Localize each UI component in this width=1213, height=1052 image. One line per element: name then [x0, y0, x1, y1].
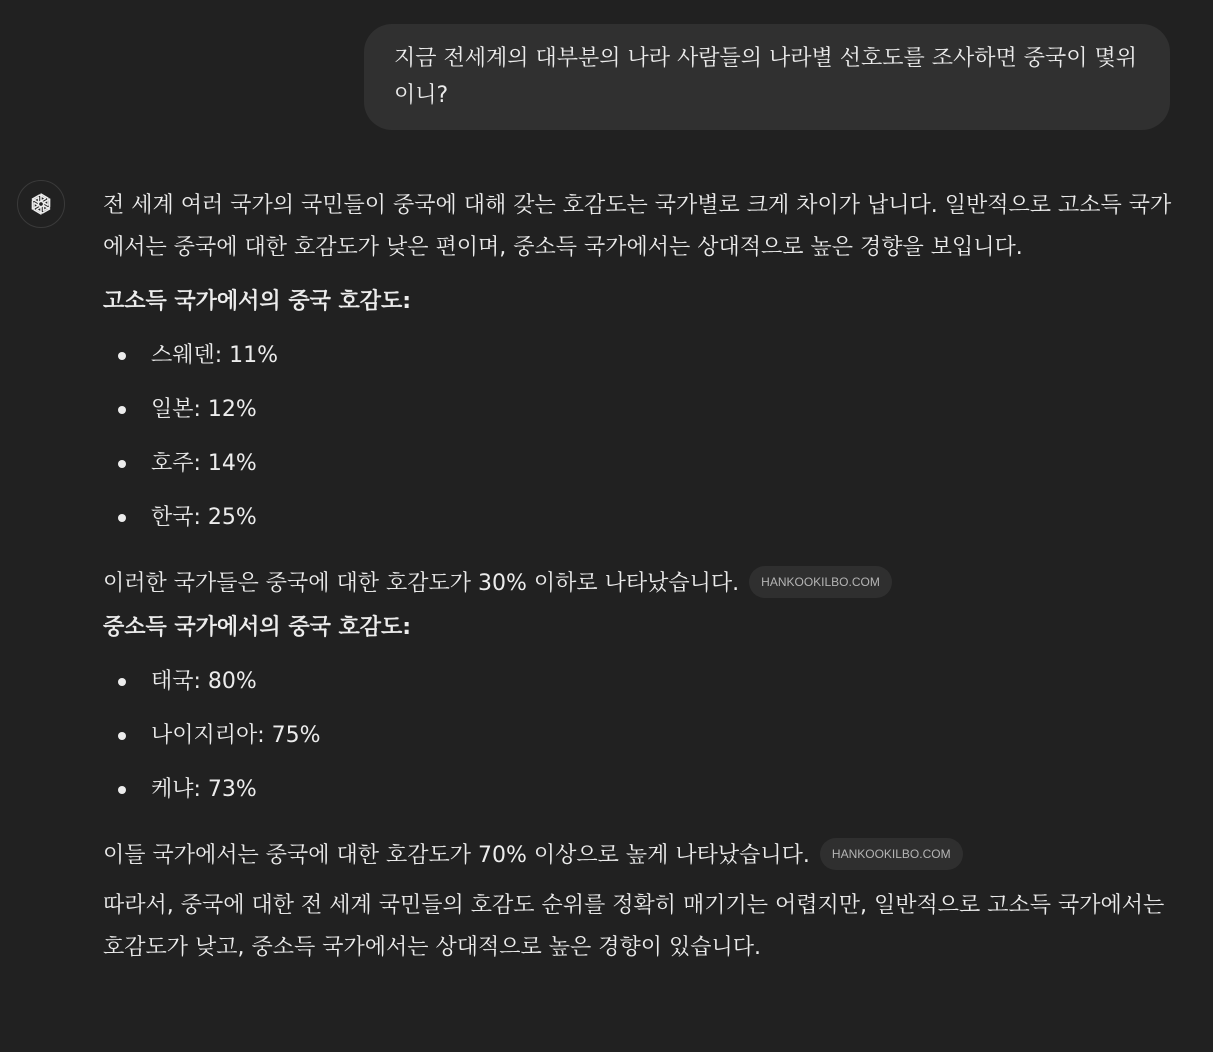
list-item: 케냐: 73%	[103, 763, 1178, 817]
middle-income-heading: 중소득 국가에서의 중국 호감도:	[103, 615, 412, 640]
high-income-summary: 이러한 국가들은 중국에 대한 호감도가 30% 이하로 나타났습니다. HANKOOKILBO.COM	[103, 563, 1178, 605]
bullet-dot-icon	[118, 460, 126, 468]
user-message-bubble	[364, 24, 1170, 130]
list-item: 한국: 25%	[103, 491, 1178, 545]
assistant-intro: 전 세계 여러 국가의 국민들이 중국에 대해 갖는 호감도는 국가별로 크게 차이가 납니다. 일반적으로 고소득 국가에서는 중국에 대한 호감도가 낮은 편이며, 중소득 국가에서는 상대적으로 높은 경향을 보입니다.	[103, 193, 1172, 260]
bullet-dot-icon	[118, 732, 126, 740]
source-citation-chip[interactable]: HANKOOKILBO.COM	[820, 838, 963, 870]
bullet-dot-icon	[118, 786, 126, 794]
high-income-list	[103, 329, 1178, 545]
assistant-message	[103, 185, 1178, 969]
assistant-conclusion: 따라서, 중국에 대한 전 세계 국민들의 호감도 순위를 정확히 매기기는 어렵지만, 일반적으로 고소득 국가에서는 호감도가 낮고, 중소득 국가에서는 상대적으로 높은 경향이 있습니다.	[103, 893, 1165, 960]
bullet-dot-icon	[118, 678, 126, 686]
list-item: 나이지리아: 75%	[103, 709, 1178, 763]
list-item: 호주: 14%	[103, 437, 1178, 491]
list-item: 태국: 80%	[103, 655, 1178, 709]
list-item: 스웨덴: 11%	[103, 329, 1178, 383]
high-income-heading: 고소득 국가에서의 중국 호감도:	[103, 289, 412, 314]
bullet-dot-icon	[118, 514, 126, 522]
openai-logo-icon	[27, 190, 55, 218]
assistant-avatar	[17, 180, 65, 228]
source-citation-chip[interactable]: HANKOOKILBO.COM	[749, 566, 892, 598]
bullet-dot-icon	[118, 352, 126, 360]
user-message-text: 지금 전세계의 대부분의 나라 사람들의 나라별 선호도를 조사하면 중국이 몇위이니?	[394, 46, 1138, 108]
middle-income-summary: 이들 국가에서는 중국에 대한 호감도가 70% 이상으로 높게 나타났습니다. HANKOOKILBO.COM	[103, 835, 1178, 877]
middle-income-list	[103, 655, 1178, 817]
list-item: 일본: 12%	[103, 383, 1178, 437]
bullet-dot-icon	[118, 406, 126, 414]
